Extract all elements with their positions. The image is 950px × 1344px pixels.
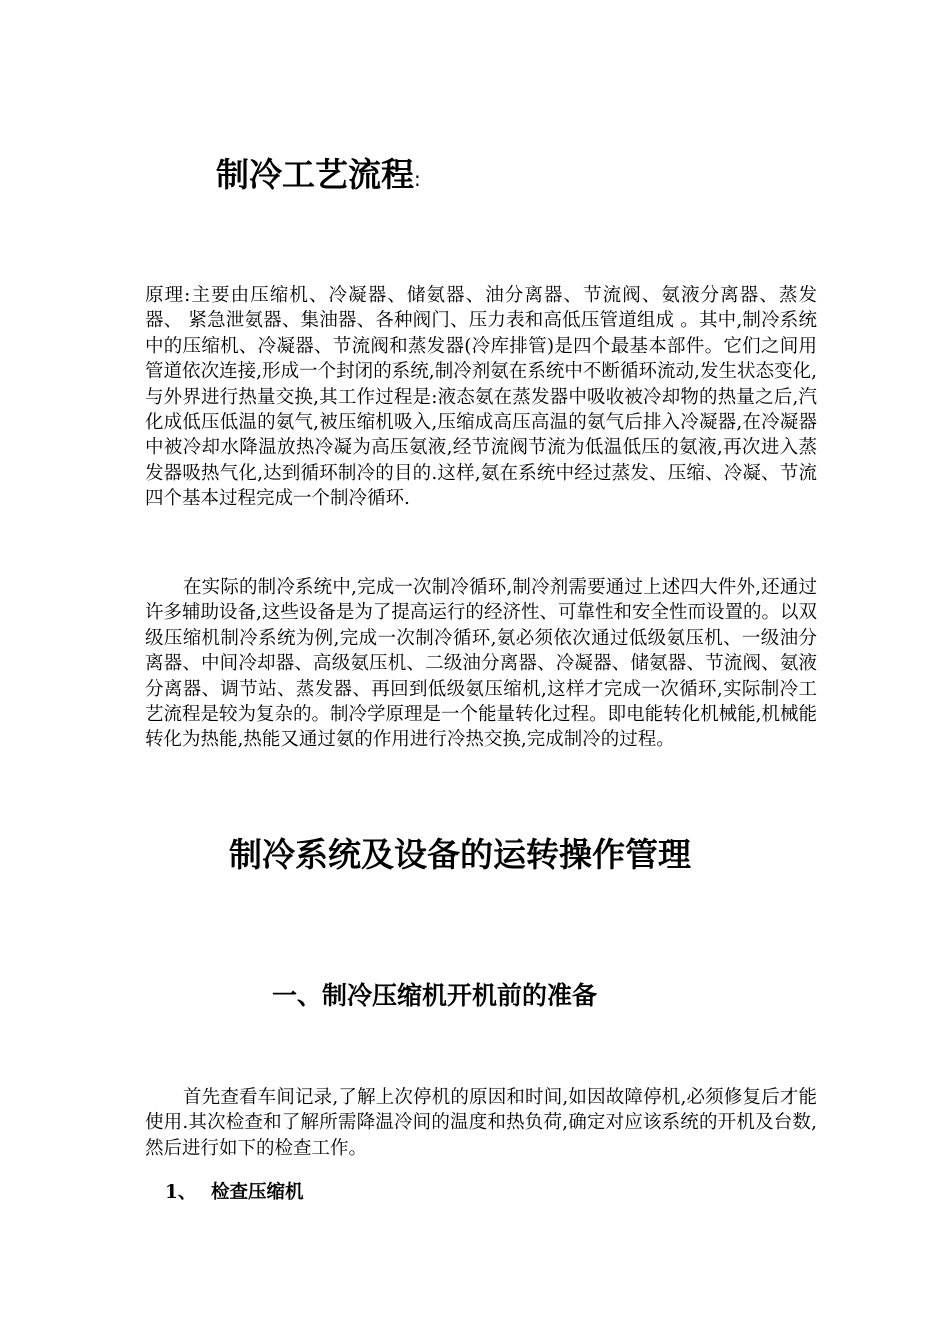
section-title-operation-management: 制冷系统及设备的运转操作管理 bbox=[229, 835, 691, 874]
list-item-label: 检查压缩机 bbox=[211, 1182, 304, 1203]
actual-system-paragraph: 在实际的制冷系统中,完成一次制冷循环,制冷剂需要通过上述四大件外,还通过许多辅助设备,这些设备是为了提高运行的经济性、可靠性和安全性而设置的。以双级压缩机制冷系统为例,完成一次制冷循环,氨必须依次通过低级氨压机、一级油分离器、中间冷却器、高级氨压机、二级油分离器、冷凝器、储氨器、节流阀、氨液分离器、调节站、蒸发器、再回到低级氨压缩机,这样才完成一次循环,实际制冷工艺流程是较为复杂的。制冷学原理是一个能量转化过程。即电能转化机械能,机械能转化为热能,热能又通过氨的作用进行冷热交换,完成制冷的过程。 bbox=[145, 577, 817, 751]
list-item-number: 1、 bbox=[165, 1182, 197, 1203]
title-text: 制冷工艺流程 bbox=[216, 155, 414, 194]
subsection-title-preparation: 一、制冷压缩机开机前的准备 bbox=[272, 981, 598, 1010]
title-colon: : bbox=[414, 167, 421, 191]
list-item-check-compressor bbox=[165, 1180, 304, 1206]
section-title-refrigeration-process bbox=[216, 152, 421, 202]
preparation-paragraph: 首先查看车间记录,了解上次停机的原因和时间,如因故障停机,必须修复后才能使用.其次检查和了解所需降温冷间的温度和热负荷,确定对应该系统的开机及台数,然后进行如下的检查工作。 bbox=[145, 1087, 817, 1159]
principle-paragraph: 原理:主要由压缩机、冷凝器、储氨器、油分离器、节流阀、氨液分离器、蒸发器、 紧急泄氨器、集油器、各种阀门、压力表和高低压管道组成 。其中,制冷系统中的压缩机、冷凝器、节流阀和蒸发器(冷库排管)是四个最基本部件。它们之间用管道依次连接,形成一个封闭的系统,制冷剂氨在系统中不断循环流动,发生状态变化,与外界进行热量交换,其工作过程是:液态氨在蒸发器中吸收被冷却物的热量之后,汽化成低压低温的氨气,被压缩机吸入,压缩成高压高温的氨气后排入冷凝器,在冷凝器中被冷却水降温放热冷凝为高压氨液,经节流阀节流为低温低压的氨液,再次进入蒸发器吸热气化,达到循环制冷的目的.这样,氨在系统中经过蒸发、压缩、冷凝、节流四个基本过程完成一个制冷循环. bbox=[145, 285, 817, 510]
